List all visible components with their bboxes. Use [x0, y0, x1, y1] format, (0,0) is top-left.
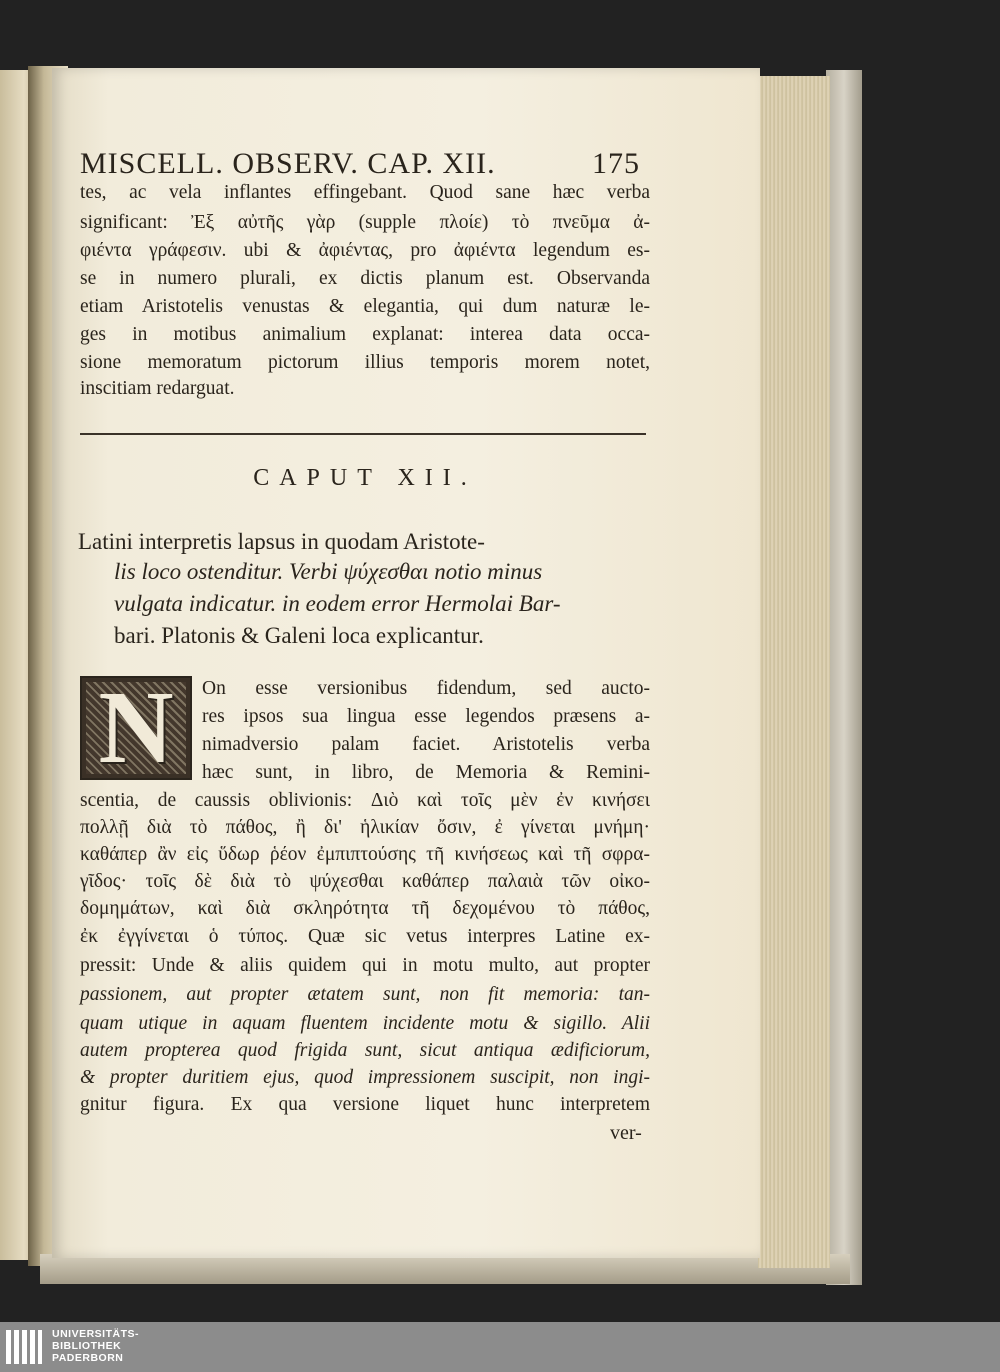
library-logo-icon — [6, 1330, 42, 1366]
text-line: res ipsos sua lingua esse legendos præsens a- — [202, 706, 650, 727]
library-name-line: PADERBORN — [52, 1352, 124, 1364]
text-line: γῖδος· τοῖς δὲ διὰ τὸ ψύχεσθαι καθάπερ παλαιὰ τῶν οἰκο- — [80, 871, 650, 892]
text-line: gnitur figura. Ex qua versione liquet hunc interpretem — [80, 1094, 650, 1115]
text-line: pressit: Unde & aliis quidem qui in motu multo, aut propter — [80, 955, 650, 976]
text-line: sione memoratum pictorum illius temporis morem notet, — [80, 352, 650, 373]
library-name-line: UNIVERSITÄTS- — [52, 1328, 140, 1340]
text-line: & propter duritiem ejus, quod impressionem suscipit, non ingi- — [80, 1067, 650, 1088]
text-line: δομημάτων, καὶ διὰ σκληρότητα τῆ δεχομένου τὸ πάθος, — [80, 898, 650, 919]
text-line: scentia, de caussis oblivionis: Διὸ καὶ τοῖς μὲν ἐν κινήσει — [80, 790, 650, 811]
text-line: On esse versionibus fidendum, sed aucto- — [202, 678, 650, 699]
chapter-summary-line: bari. Platonis & Galeni loca explicantur. — [114, 623, 484, 648]
text-line: hæc sunt, in libro, de Memoria & Remini- — [202, 762, 650, 783]
book-cover-edge — [826, 70, 862, 1285]
chapter-heading: CAPUT XII. — [253, 465, 477, 491]
text-line: inscitiam redarguat. — [80, 378, 235, 399]
text-line: πολλῇ διὰ τὸ πάθος, ἢ δι' ἡλικίαν ὄσιν, ἐ γίνεται μνήμη· — [80, 817, 650, 838]
chapter-summary-line: vulgata indicatur. in eodem error Hermolai Bar- — [114, 591, 561, 616]
text-line: etiam Aristotelis venustas & elegantia, qui dum naturæ le- — [80, 296, 650, 317]
text-line: se in numero plurali, ex dictis planum est. Observanda — [80, 268, 650, 289]
text-line: φιέντα γράφεσιν. ubi & ἀφιέντας, pro ἀφιέντα legendum es- — [80, 240, 650, 261]
chapter-summary-line: lis loco ostenditur. Verbi ψύχεσθαι notio minus — [114, 559, 543, 584]
library-name-line: BIBLIOTHEK — [52, 1340, 122, 1352]
text-line: ἐκ ἐγγίνεται ὁ τύπος. Quæ sic vetus interpres Latine ex- — [80, 926, 650, 947]
running-title: MISCELL. OBSERV. CAP. XII. — [80, 147, 496, 180]
decorated-initial — [80, 676, 192, 780]
library-name — [52, 1328, 139, 1364]
section-rule — [80, 433, 646, 435]
running-header — [80, 147, 650, 181]
initial-letter: N — [98, 676, 174, 780]
text-line: καθάπερ ἂν εἰς ὕδωρ ῥέον ἐμπιπτούσης τῆ κινήσεως καὶ τῆ σφρα- — [80, 844, 650, 865]
chapter-summary-line: Latini interpretis lapsus in quodam Aristote- — [78, 529, 485, 554]
catchword: ver- — [610, 1122, 642, 1144]
text-line: tes, ac vela inflantes effingebant. Quod sane hæc verba — [80, 182, 650, 203]
page-stack-edge — [758, 76, 830, 1268]
text-line: passionem, aut propter ætatem sunt, non fit memoria: tan- — [80, 984, 650, 1005]
page-number: 175 — [592, 147, 640, 180]
book-cover-bottom — [40, 1254, 850, 1284]
text-line: autem propterea quod frigida sunt, sicut antiqua ædificiorum, — [80, 1040, 650, 1061]
text-line: ges in motibus animalium explanat: interea data occa- — [80, 324, 650, 345]
library-footer — [0, 1322, 1000, 1372]
text-line: quam utique in aquam fluentem incidente motu & sigillo. Alii — [80, 1013, 650, 1034]
text-line: nimadversio palam faciet. Aristotelis verba — [202, 734, 650, 755]
text-line: significant: Ἐξ αὐτῆς γὰρ (supple πλοίε) τὸ πνεῦμα ἀ- — [80, 212, 650, 233]
